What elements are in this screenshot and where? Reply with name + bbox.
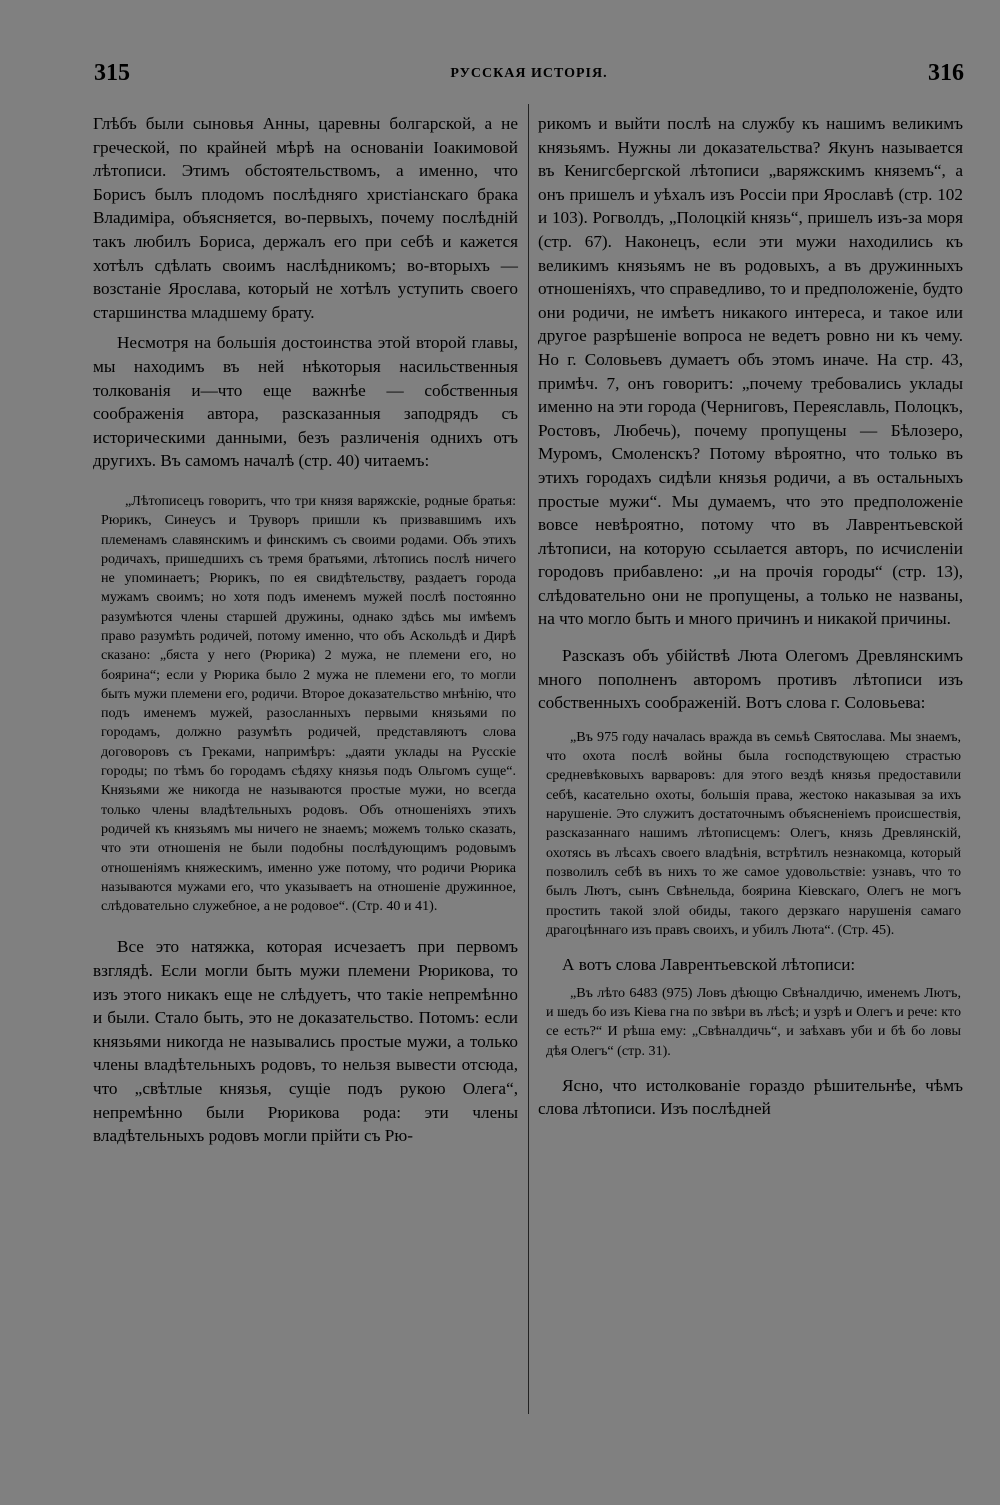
running-title: РУССКАЯ ИСТОРІЯ. — [450, 66, 608, 81]
paragraph: Разсказъ объ убійствѣ Люта Олегомъ Древлянскимъ много пополненъ авторомъ противъ лѣтописи изъ собственныхъ соображеній. Вотъ слова г. Соловьева: — [538, 646, 963, 713]
paragraph: рикомъ и выйти послѣ на службу къ нашимъ великимъ князьямъ. Нужны ли доказательства? Якунъ называется въ Кенигсбергской лѣтописи „варяжскимъ княземъ“, а онъ пришелъ и уѣхалъ изъ Россіи при Ярославѣ (стр. 102 и 103). Рогволдъ, „Полоцкій князь“, пришелъ изъ-за моря (стр. 67). Наконецъ, если эти мужи находились къ великимъ князьямъ не въ родовыхъ, а въ дружинныхъ отношеніяхъ, что справедливо, то и предположеніе, будто они родичи, не имѣетъ никакого интереса, и такое или другое разрѣшеніе вопроса не ведетъ ровно ни къ чему. Но г. Соловьевъ думаетъ объ этомъ иначе. На стр. 43, примѣч. 7, онъ говоритъ: „почему требовались уклады именно на эти города (Черниговъ, Переяславль, Полоцкъ, Ростовъ, Любечь), почему пропущены — Бѣлозеро, Муромъ, Смоленскъ? Потому вѣроятно, что только въ этихъ городахъ сидѣли князья родичи, а въ остальныхъ простые мужи“. Мы думаемъ, что это предположеніе вовсе невѣроятно, потому что въ Лаврентьевской лѣтописи, на которую ссылается авторъ, по исчисленіи городовъ прибавлено: „и на прочія городы“ (стр. 13), слѣдовательно они не пропущены, а только не названы, на что могло быть и много причинъ и никакой причины. — [538, 114, 963, 629]
block-quote: „Лѣтописецъ говоритъ, что три князя варяжскіе, родные братья: Рюрикъ, Синеусъ и Труворъ пришли къ призвавшимъ ихъ племенамъ славянскимъ и финскимъ съ своими родами. Объ этихъ родичахъ, пришедшихъ съ тремя братьями, лѣтопись послѣ ничего не упоминаетъ; Рюрикъ, по ея свидѣтельству, раздаетъ города мужамъ своимъ; но хотя подъ именемъ мужей послѣ постоянно разумѣются члены старшей дружины, однако здѣсь мы имѣемъ право разумѣть родичей, потому именно, что объ Аскольдѣ и Дирѣ сказано: „бяста у него (Рюрика) 2 мужа, не племени его, но боярина“; если у Рюрика было 2 мужа не племени его, то могли быть мужи племени его, родичи. Второе доказательство мнѣнію, что подъ именемъ мужей, разосланныхъ первыми князьями по городамъ, должно разумѣть родичей, представляютъ слова договоровъ съ Греками, напримѣръ: „даяти уклады на Русскіе городы; по тѣмъ бо городамъ сѣдяху князья подъ Ольгомъ суще“. Князьями же никогда не называются простые мужи, но всегда только члены владѣтельныхъ родовъ. Объ отношеніяхъ этихъ родичей къ князьямъ мы ничего не знаемъ; можемъ только сказать, что эти отношенія не были подобны послѣдующимъ родовымъ отношеніямъ княжескимъ, именно уже потому, что родичи Рюрика называются мужами его, что указываетъ на отношеніе дружинное, слѣдовательно служебное, а не родовое“. (Стр. 40 и 41). — [101, 492, 516, 915]
paragraph: Все это натяжка, которая исчезаетъ при первомъ взглядѣ. Если могли быть мужи племени Рюрикова, то изъ этого никакъ еще не слѣдуетъ, что такіе непремѣнно и были. Стало быть, это не доказательство. Потомъ: если князьями никогда не назывались простые мужи, а только члены владѣтельныхъ родовъ, то нельзя вывести отсюда, что „свѣтлые князья, сущіе подъ рукою Олега“, непремѣнно были Рюрикова рода: эти члены владѣтельныхъ родовъ могли прійти съ Рю- — [93, 937, 518, 1146]
right-column — [538, 112, 963, 1121]
page-header — [94, 60, 964, 94]
page-number-left: 315 — [94, 60, 130, 86]
block-quote: „Въ лѣто 6483 (975) Ловъ дѣющю Свѣналдичю, именемъ Лютъ, и шедъ бо изъ Кіева гна по звѣри въ лѣсѣ; и узрѣ и Олегъ и рече: кто се есть?“ И рѣша ему: „Свѣналдичь“, и заѣхавъ уби и бѣ бо ловы дѣя Олегъ“ (стр. 31). — [546, 984, 961, 1059]
paragraph: Несмотря на большія достоинства этой второй главы, мы находимъ въ ней нѣкоторыя насильственныя толкованія и—что еще важнѣе — собственныя соображенія автора, разсказанныя заподрядъ съ историческими данными, безъ различенія однихъ отъ другихъ. Въ самомъ началѣ (стр. 40) читаемъ: — [93, 333, 518, 471]
paragraph: Глѣбъ были сыновья Анны, царевны болгарской, а не греческой, по крайней мѣрѣ на основаніи Іоакимовой лѣтописи. Этимъ обстоятельствомъ, а именно, что Борисъ былъ плодомъ послѣдняго христіанскаго брака Владиміра, объясняется, во-первыхъ, почему послѣдній такъ любилъ Бориса, держалъ его при себѣ и кажется хотѣлъ сдѣлать своимъ наслѣдникомъ; во-вторыхъ — возстаніе Ярослава, который не хотѣлъ уступить своего старшинства младшему брату. — [93, 114, 518, 322]
paragraph: А вотъ слова Лаврентьевской лѣтописи: — [562, 955, 856, 975]
left-column — [93, 112, 518, 1148]
paragraph: Ясно, что истолкованіе гораздо рѣшительнѣе, чѣмъ слова лѣтописи. Изъ послѣдней — [538, 1075, 963, 1119]
block-quote: „Въ 975 году началась вражда въ семьѣ Святослава. Мы знаемъ, что охота послѣ войны была господствующею страстью средневѣковыхъ варваровъ: для этого вездѣ князья предоставили себѣ, касательно охоты, большія права, жестоко наказывая за ихъ нарушеніе. Это служитъ достаточнымъ объясненіемъ происшествія, разсказаннаго нашимъ лѣтописцемъ: Олегъ, князь Древлянскій, охотясь въ лѣсахъ своего владѣнія, встрѣтилъ незнакомца, который позволилъ себѣ въ нихъ то же самое удовольствіе: узнавъ, что то былъ Лютъ, сынъ Свѣнельда, боярина Кіевскаго, Олегъ не могъ простить такой злой обиды, такого дерзкаго нарушенія самаго драгоцѣннаго изъ правъ своихъ, и убилъ Люта“. (Стр. 45). — [546, 728, 961, 938]
page-number-right: 316 — [928, 60, 964, 86]
column-divider — [528, 104, 529, 1414]
